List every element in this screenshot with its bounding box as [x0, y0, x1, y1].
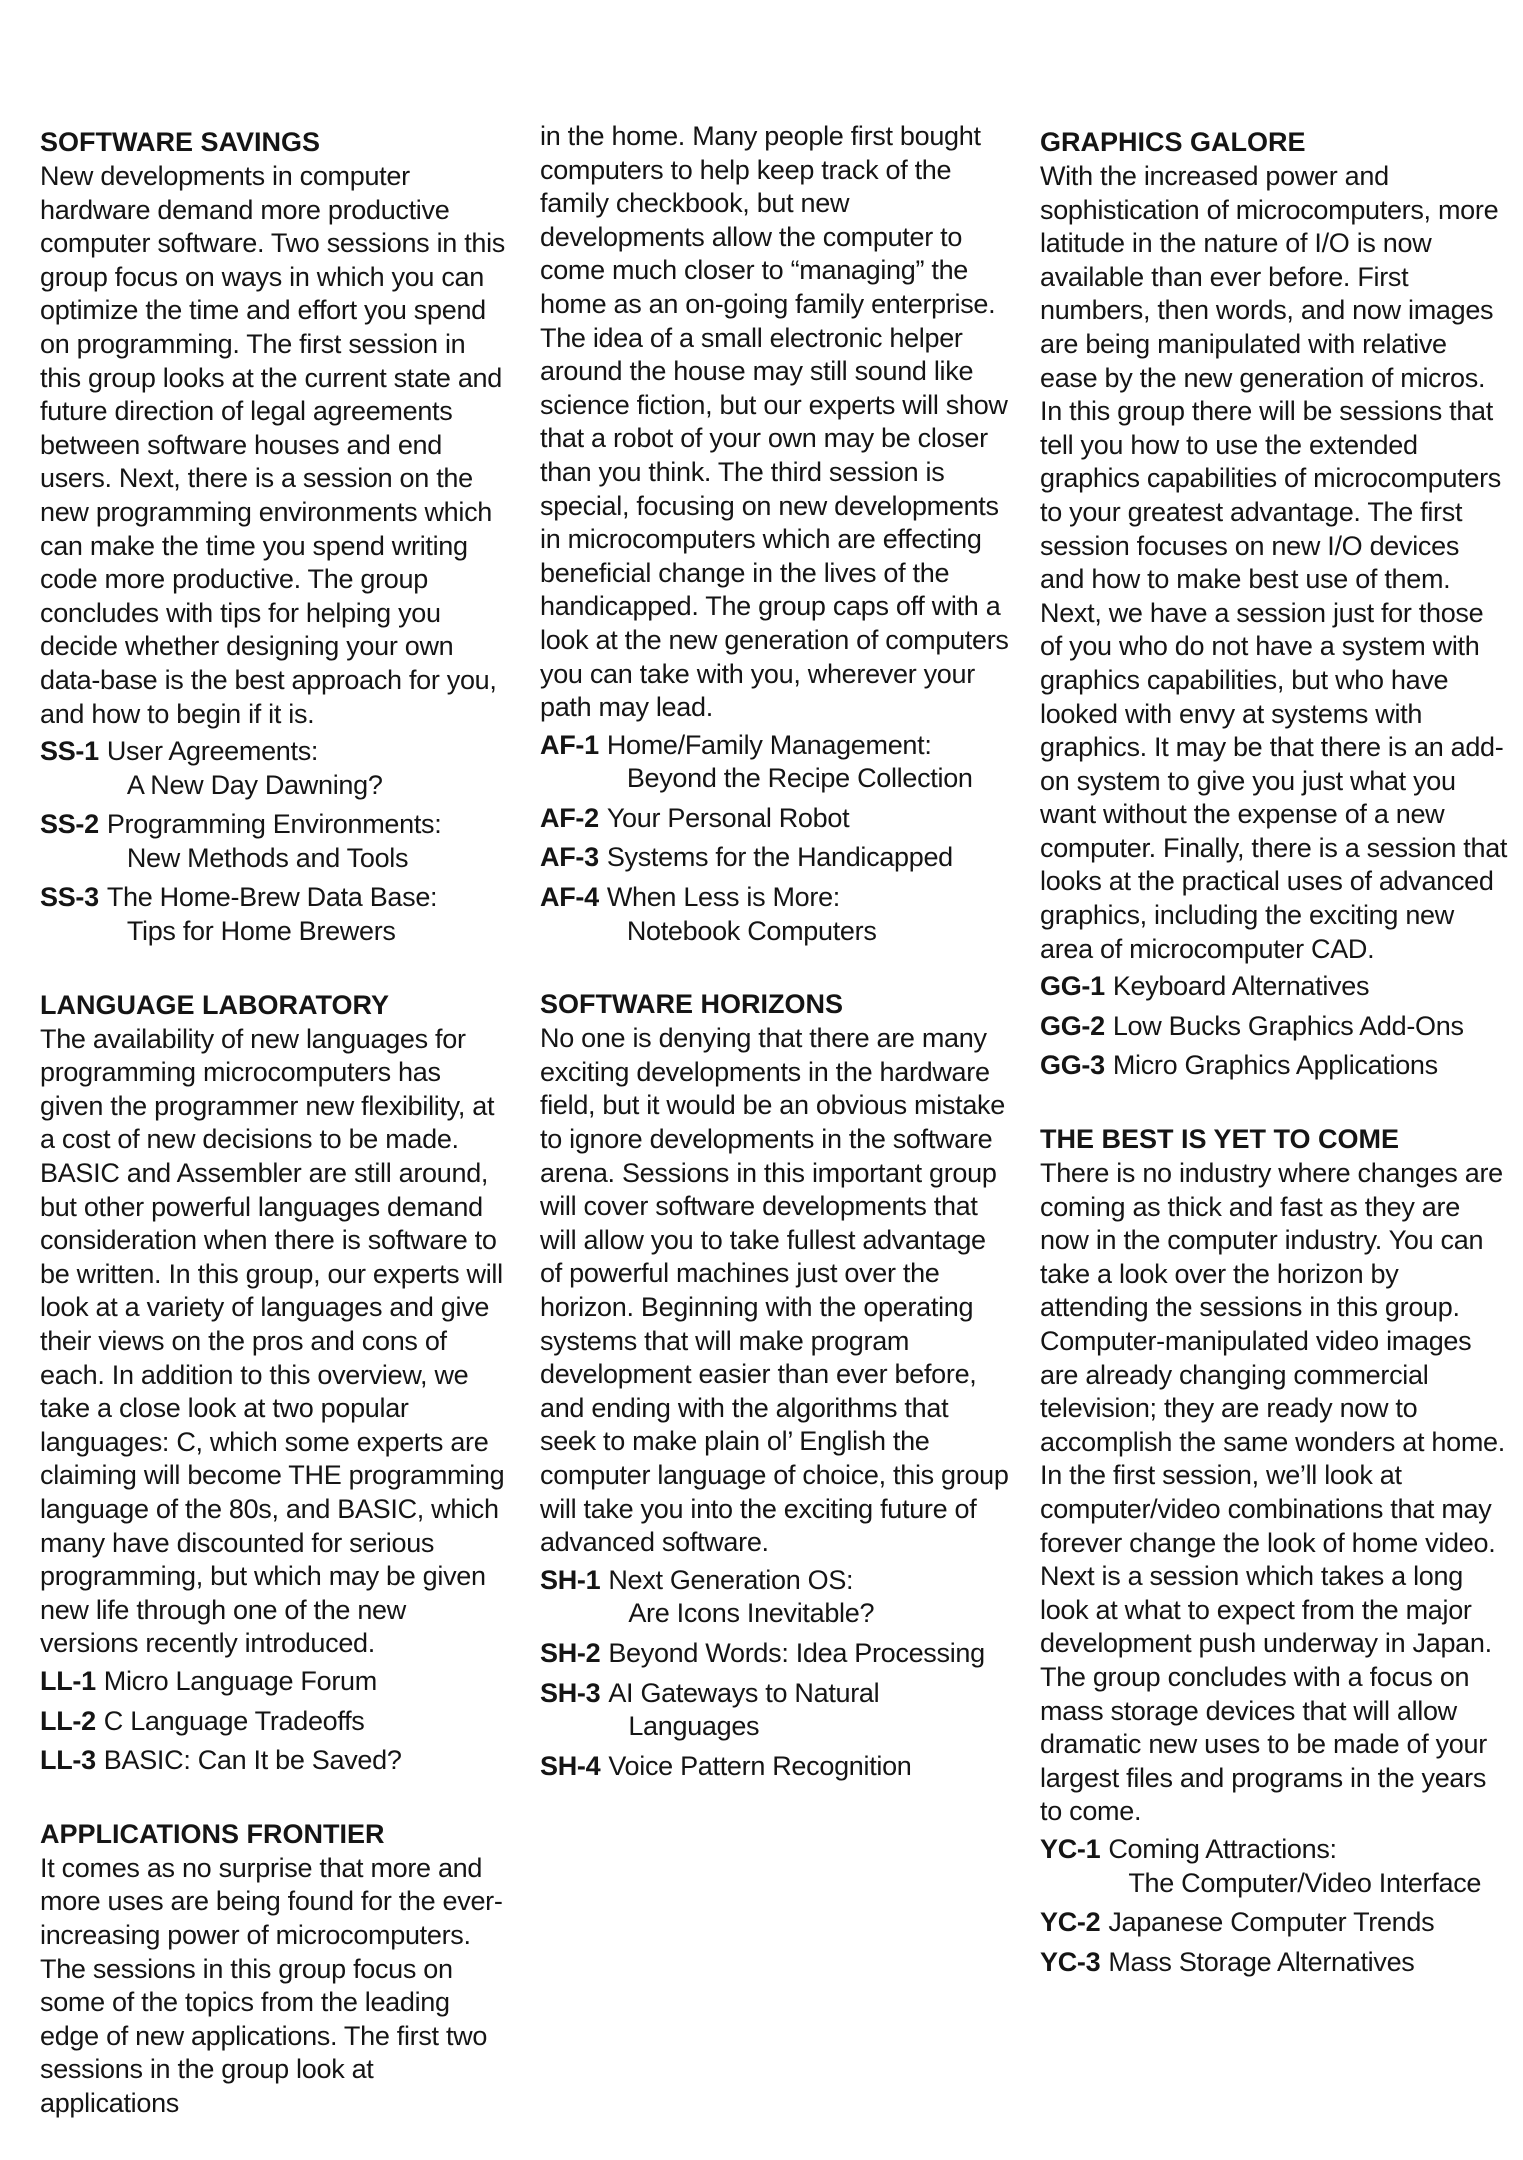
session-title: Programming Environments:	[106, 809, 442, 840]
session-title: Your Personal Robot	[606, 802, 850, 833]
session-code: YC-2	[1040, 1907, 1101, 1938]
session-title: C Language Tradeoffs	[103, 1705, 365, 1736]
session-code: SS-1	[40, 736, 99, 767]
section-software-horizons	[540, 986, 1010, 1783]
session-title: Micro Language Forum	[103, 1665, 377, 1696]
section-heading: LANGUAGE LABORATORY	[40, 989, 389, 1020]
session-title: Mass Storage Alternatives	[1108, 1946, 1415, 1977]
section-language-laboratory	[40, 987, 510, 1778]
session-list	[540, 729, 1010, 949]
session-list	[40, 735, 510, 949]
session-list	[40, 1665, 510, 1778]
session-subtitle: Are Icons Inevitable?	[628, 1598, 875, 1629]
session-code: GG-3	[1040, 1050, 1105, 1081]
session-list	[540, 1564, 1010, 1784]
session-code: AF-4	[540, 882, 599, 913]
section-heading: THE BEST IS YET TO COME	[1040, 1124, 1400, 1155]
section-applications-frontier-continued	[540, 120, 1010, 948]
section-graphics-galore	[1040, 124, 1510, 1083]
section-body: With the increased power and sophistication of microcomputers, more latitude in the nature of I/O is now available than ever before. First numbers, then words, and now images are being manipulated with relative ease by the new generation of micros. In this group there will be sessions that tell you how to use the extended graphics capabilities of microcomputers to your greatest advantage. The first session focuses on new I/O devices and how to make best use of them. Next, we have a session just for those of you who do not have a system with graphics capabilities, but who have looked with envy at systems with graphics. It may be that there is an add-on system to give you just what you want without the expense of a new computer. Finally, there is a session that looks at the practical uses of advanced graphics, including the exciting new area of microcomputer CAD.	[1040, 161, 1508, 964]
session-code: SH-1	[540, 1564, 601, 1595]
session-code: LL-3	[40, 1745, 96, 1776]
session-title: The Home-Brew Data Base:	[106, 882, 438, 913]
session-title: Beyond Words: Idea Processing	[608, 1637, 985, 1668]
section-body: in the home. Many people first bought computers to help keep track of the family checkbook, but new developments allow the computer to come much closer to “managing” the home as an on-going family enterprise. The idea of a small electronic helper around the house may still sound like science fiction, but our experts will show that a robot of your own may be closer than you think. The third session is special, focusing on new developments in microcomputers which are effecting beneficial change in the lives of the handicapped. The group caps off with a look at the new generation of computers you can take with you, wherever your path may lead.	[540, 121, 1009, 723]
section-body: No one is denying that there are many exciting developments in the hardware field, but it would be an obvious mistake to ignore developments in the software arena. Sessions in this important group will cover software developments that will allow you to take fullest advantage of powerful machines just over the horizon. Beginning with the operating systems that will make program development easier than ever before, and ending with the algorithms that seek to make plain ol’ English the computer language of choice, this group will take you into the exciting future of advanced software.	[540, 1023, 1009, 1558]
session-item	[1040, 1010, 1510, 1044]
session-code: SH-3	[540, 1677, 601, 1708]
section-heading: SOFTWARE SAVINGS	[40, 127, 321, 157]
session-item	[540, 841, 1010, 875]
section-heading: SOFTWARE HORIZONS	[540, 989, 843, 1020]
section-the-best-is-yet-to-come	[1040, 1121, 1510, 1979]
section-applications-frontier	[40, 1816, 510, 2121]
session-item	[1040, 1946, 1510, 1980]
session-code: LL-1	[40, 1665, 96, 1696]
session-list	[1040, 1833, 1510, 1979]
session-title: Coming Attractions:	[1108, 1833, 1337, 1864]
session-subtitle: Tips for Home Brewers	[126, 916, 396, 947]
session-subtitle: Beyond the Recipe Collection	[626, 763, 973, 794]
session-title: AI Gateways to Natural	[608, 1677, 880, 1708]
session-title: Japanese Computer Trends	[1108, 1907, 1435, 1938]
session-title: Low Bucks Graphics Add-Ons	[1112, 1010, 1464, 1041]
session-code: YC-1	[1040, 1833, 1101, 1864]
column-1	[40, 124, 510, 2120]
session-code: SS-3	[40, 882, 99, 913]
section-body: It comes as no surprise that more and more uses are being found for the ever-increasing power of microcomputers. The sessions in this group focus on some of the topics from the leading edge of new applications. The first two sessions in the group look at applications	[40, 1852, 503, 2118]
session-title: Next Generation OS:	[608, 1564, 854, 1595]
session-title: Voice Pattern Recognition	[608, 1750, 912, 1781]
session-subtitle: A New Day Dawning?	[126, 769, 383, 800]
session-code: AF-1	[540, 729, 599, 760]
session-code: YC-3	[1040, 1946, 1101, 1977]
session-item	[540, 881, 1010, 948]
column-2	[540, 120, 1010, 1789]
session-subtitle: Notebook Computers	[626, 915, 877, 946]
session-item	[1040, 1906, 1510, 1940]
session-title: Micro Graphics Applications	[1112, 1050, 1438, 1081]
session-item	[40, 1705, 510, 1739]
section-body: New developments in computer hardware demand more productive computer software. Two sessions in this group focus on ways in which you can optimize the time and effort you spend on programming. The first session in this group looks at the current state and future direction of legal agreements between software houses and end users. Next, there is a session on the new programming environments which can make the time you spend writing code more productive. The group concludes with tips for helping you decide whether designing your own data-base is the best approach for you, and how to begin if it is.	[40, 161, 506, 729]
session-item	[540, 1564, 1010, 1631]
session-item	[540, 1637, 1010, 1671]
session-item	[540, 729, 1010, 796]
session-code: GG-2	[1040, 1010, 1105, 1041]
session-item	[1040, 970, 1510, 1004]
session-item	[40, 1744, 510, 1778]
session-code: SH-4	[540, 1750, 601, 1781]
session-title: User Agreements:	[106, 736, 319, 767]
session-item	[1040, 1049, 1510, 1083]
session-item	[40, 1665, 510, 1699]
session-item	[40, 808, 510, 875]
session-subtitle: New Methods and Tools	[126, 842, 409, 873]
session-item	[540, 802, 1010, 836]
session-item	[540, 1750, 1010, 1784]
session-subtitle: The Computer/Video Interface	[1128, 1867, 1482, 1898]
session-item	[1040, 1833, 1510, 1900]
session-title: BASIC: Can It be Saved?	[103, 1745, 402, 1776]
section-software-savings	[40, 124, 510, 949]
section-body: There is no industry where changes are coming as thick and fast as they are now in the computer industry. You can take a look over the horizon by attending the sessions in this group. Computer-manipulated video images are already changing commercial television; they are ready now to accomplish the same wonders at home. In the first session, we’ll look at computer/video combinations that may forever change the look of home video. Next is a session which takes a long look at what to expect from the major development push underway in Japan. The group concludes with a focus on mass storage devices that will allow dramatic new uses to be made of your largest files and programs in the years to come.	[1040, 1158, 1505, 1827]
session-code: AF-3	[540, 842, 599, 873]
column-3	[1040, 124, 1510, 1985]
session-item	[540, 1677, 1010, 1744]
section-heading: GRAPHICS GALORE	[1040, 127, 1306, 157]
session-title: Home/Family Management:	[606, 729, 932, 760]
session-code: SS-2	[40, 809, 99, 840]
session-item	[40, 735, 510, 802]
session-title: Keyboard Alternatives	[1112, 971, 1370, 1002]
session-item	[40, 881, 510, 948]
session-subtitle: Languages	[628, 1711, 760, 1742]
session-code: LL-2	[40, 1705, 96, 1736]
section-heading: APPLICATIONS FRONTIER	[40, 1818, 385, 1849]
session-title: Systems for the Handicapped	[606, 842, 953, 873]
session-title: When Less is More:	[606, 882, 840, 913]
section-body: The availability of new languages for programming microcomputers has given the programmer new flexibility, at a cost of new decisions to be made. BASIC and Assembler are still around, but other powerful languages demand consideration when there is software to be written. In this group, our experts will look at a variety of languages and give their views on the pros and cons of each. In addition to this overview, we take a close look at two popular languages: C, which some experts are claiming will become THE programming language of the 80s, and BASIC, which many have discounted for serious programming, but which may be given new life through one of the new versions recently introduced.	[40, 1023, 505, 1659]
session-list	[1040, 970, 1510, 1083]
session-code: AF-2	[540, 802, 599, 833]
session-code: GG-1	[1040, 971, 1105, 1002]
session-code: SH-2	[540, 1637, 601, 1668]
